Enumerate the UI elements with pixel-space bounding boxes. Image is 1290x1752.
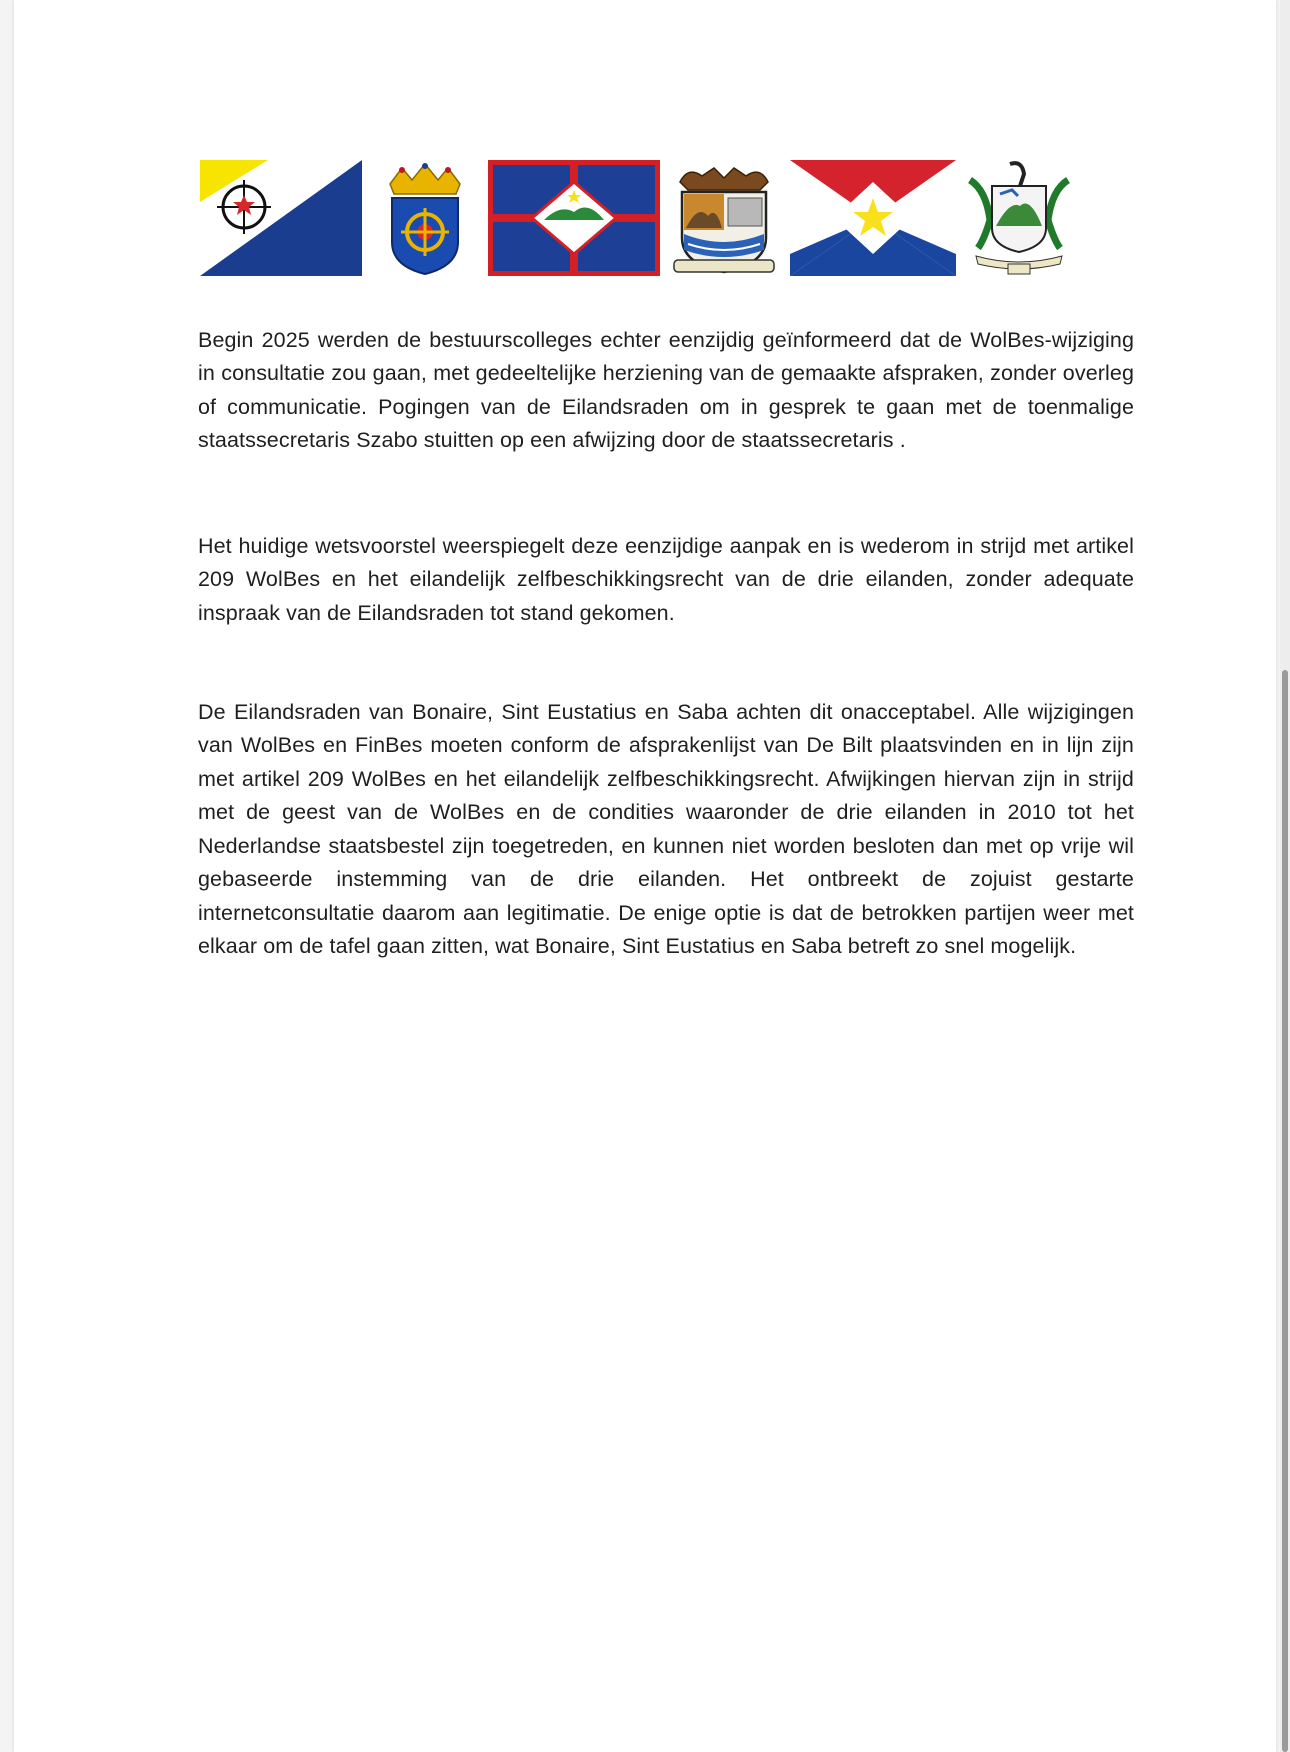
document-page — [14, 0, 1276, 1752]
bonaire-flag-icon — [200, 160, 362, 276]
sint-eustatius-coat-of-arms-icon — [668, 160, 780, 276]
header-emblem-strip — [200, 160, 1066, 276]
body-paragraph: Het huidige wetsvoorstel weerspiegelt deze eenzijdige aanpak en is wederom in strijd met artikel 209 WolBes en het eilandelijk zelfbeschikkingsrecht van de drie eilanden, zonder adequate inspraak van de Eilandsraden tot stand gekomen. — [198, 533, 1134, 625]
body-paragraph: De Eilandsraden van Bonaire, Sint Eustatius en Saba achten dit onacceptabel. Alle wijzigingen van WolBes en FinBes moeten conform de afsprakenlijst van De Bilt plaatsvinden en in lijn zijn met artikel 209 WolBes en het eilandelijk zelfbeschikkingsrecht. Afwijkingen hiervan zijn in strijd met de geest van de WolBes en de condities waaronder de drie eilanden in 2010 tot het Nederlandse staatsbestel zijn toegetreden, en kunnen niet worden besloten dan met op vrije wil gebaseerde instemming van de drie eilanden. Het ontbreekt de zojuist gestarte internetconsultatie daarom aan legitimatie. De enige optie is dat de betrokken partijen weer met elkaar om de tafel gaan zitten, wat Bonaire, Sint Eustatius en Saba betreft zo snel mogelijk. — [198, 699, 1134, 958]
scrollbar-thumb[interactable] — [1282, 670, 1288, 1752]
saba-flag-icon — [790, 160, 956, 276]
bonaire-coat-of-arms-icon — [372, 160, 478, 276]
saba-coat-of-arms-icon — [964, 160, 1074, 276]
body-paragraph: Begin 2025 werden de bestuurscolleges echter eenzijdig geïnformeerd dat de WolBes-wijziging in consultatie zou gaan, met gedeeltelijke herziening van de gemaakte afspraken, zonder overleg of communicatie. Pogingen van de Eilandsraden om in gesprek te gaan met de toenmalige staatssecretaris Szabo stuitten op een afwijzing door de staatssecretaris . — [198, 327, 1134, 452]
vertical-scrollbar[interactable] — [1280, 0, 1290, 1752]
sint-eustatius-flag-icon — [488, 160, 660, 276]
